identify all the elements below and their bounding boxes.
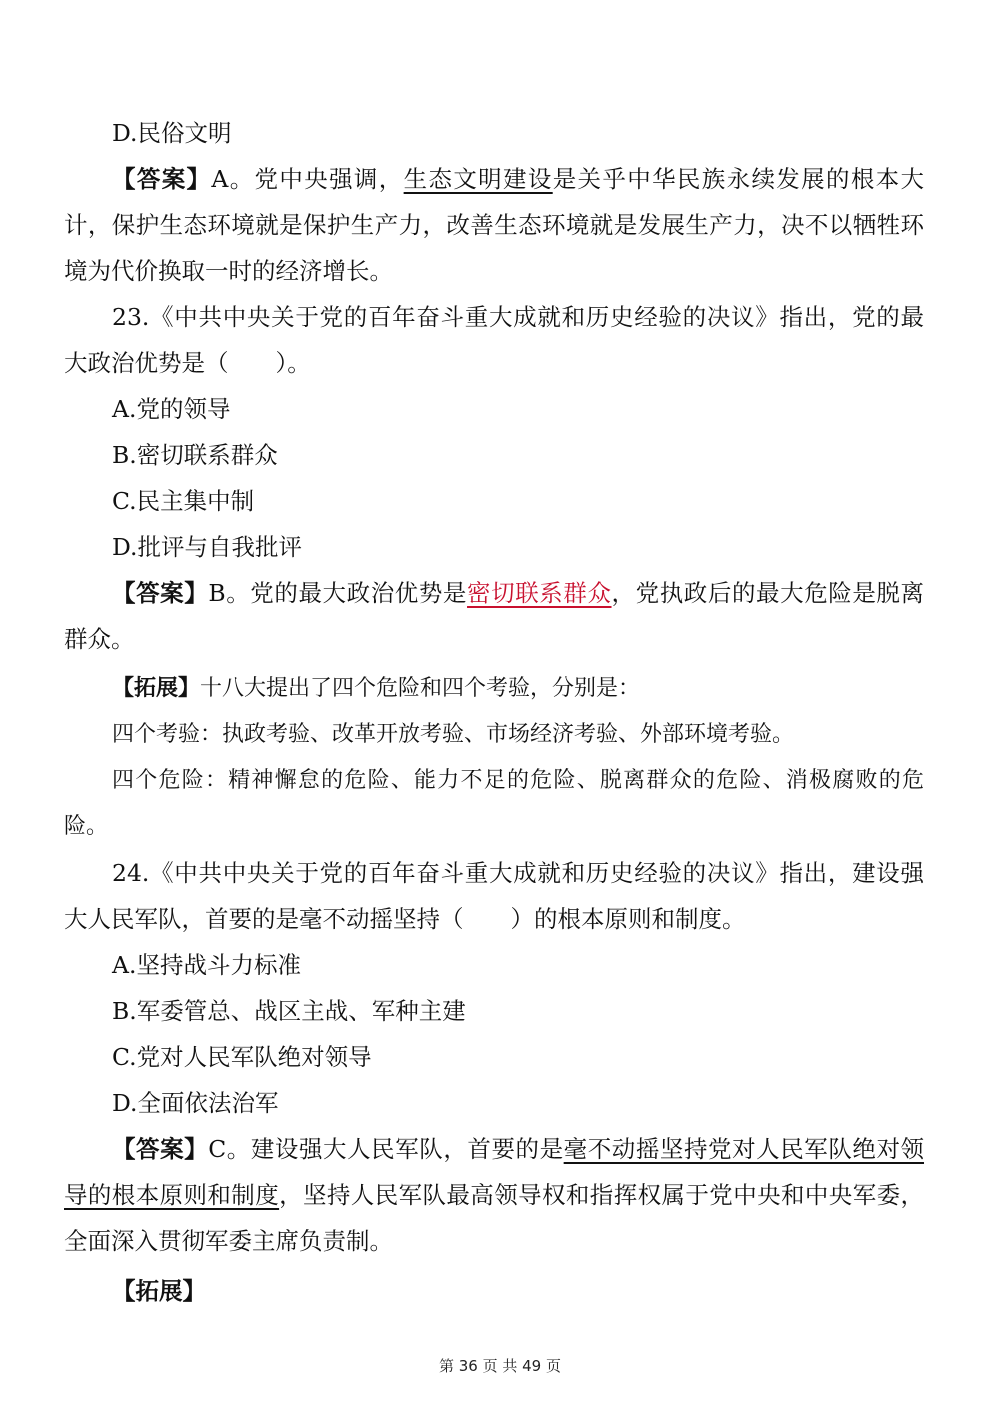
q24-stem: 24.《中共中央关于党的百年奋斗重大成就和历史经验的决议》指出，建设强大人民军队，首要的是毫不动摇坚持（ ）的根本原则和制度。 <box>64 859 924 933</box>
q24-option-c: C.党对人民军队绝对领导 <box>112 1043 372 1071</box>
q22-answer: 【答案】A。党中央强调，生态文明建设是关乎中华民族永续发展的根本大计，保护生态环境就是保护生产力，改善生态环境就是发展生产力，决不以牺牲环境为代价换取一时的经济增长。 <box>64 165 925 285</box>
answer-key-phrase: 生态文明建设 <box>403 165 553 193</box>
q23-option-c: C.民主集中制 <box>112 487 255 515</box>
q23-option-a: A.党的领导 <box>112 395 231 423</box>
answer-label: 【答案】 <box>112 1135 209 1163</box>
q24-option-d: D.全面依法治军 <box>112 1089 279 1117</box>
q24-option-a: A.坚持战斗力标准 <box>112 951 301 979</box>
q23-option-d: D.批评与自我批评 <box>112 533 302 561</box>
q23-stem: 23.《中共中央关于党的百年奋斗重大成就和历史经验的决议》指出，党的最大政治优势是（ ）。 <box>64 303 924 377</box>
extension-label: 【拓展】 <box>112 676 201 701</box>
q23-extension-line2: 四个危险：精神懈怠的危险、能力不足的危险、脱离群众的危险、消极腐败的危险。 <box>64 768 924 839</box>
extension-label: 【拓展】 <box>112 1277 206 1305</box>
document-body <box>64 110 924 1314</box>
answer-key-phrase: 密切联系群众 <box>467 579 612 607</box>
q24-extension <box>64 1268 924 1314</box>
q22-option-d: D.民俗文明 <box>112 119 232 147</box>
answer-label: 【答案】 <box>112 579 209 607</box>
q23-answer: 【答案】B。党的最大政治优势是密切联系群众，党执政后的最大危险是脱离群众。 <box>64 579 925 653</box>
q23-option-b: B.密切联系群众 <box>112 441 278 469</box>
q23-extension-line1: 四个考验：执政考验、改革开放考验、市场经济考验、外部环境考验。 <box>112 722 795 747</box>
q23-extension: 【拓展】十八大提出了四个危险和四个考验，分别是： <box>112 676 641 701</box>
answer-label: 【答案】 <box>112 165 212 193</box>
page-footer: 第 36 页 共 49 页 <box>438 1357 561 1375</box>
q24-answer: 【答案】C。建设强大人民军队，首要的是毫不动摇坚持党对人民军队绝对领导的根本原则和制度，坚持人民军队最高领导权和指挥权属于党中央和中央军委，全面深入贯彻军委主席负责制。 <box>64 1135 925 1255</box>
q24-option-b: B.军委管总、战区主战、军种主建 <box>112 997 466 1025</box>
answer-key-phrase: 毫不动摇坚持党对人民军队绝对领导的根本原则和制度 <box>64 1135 925 1209</box>
